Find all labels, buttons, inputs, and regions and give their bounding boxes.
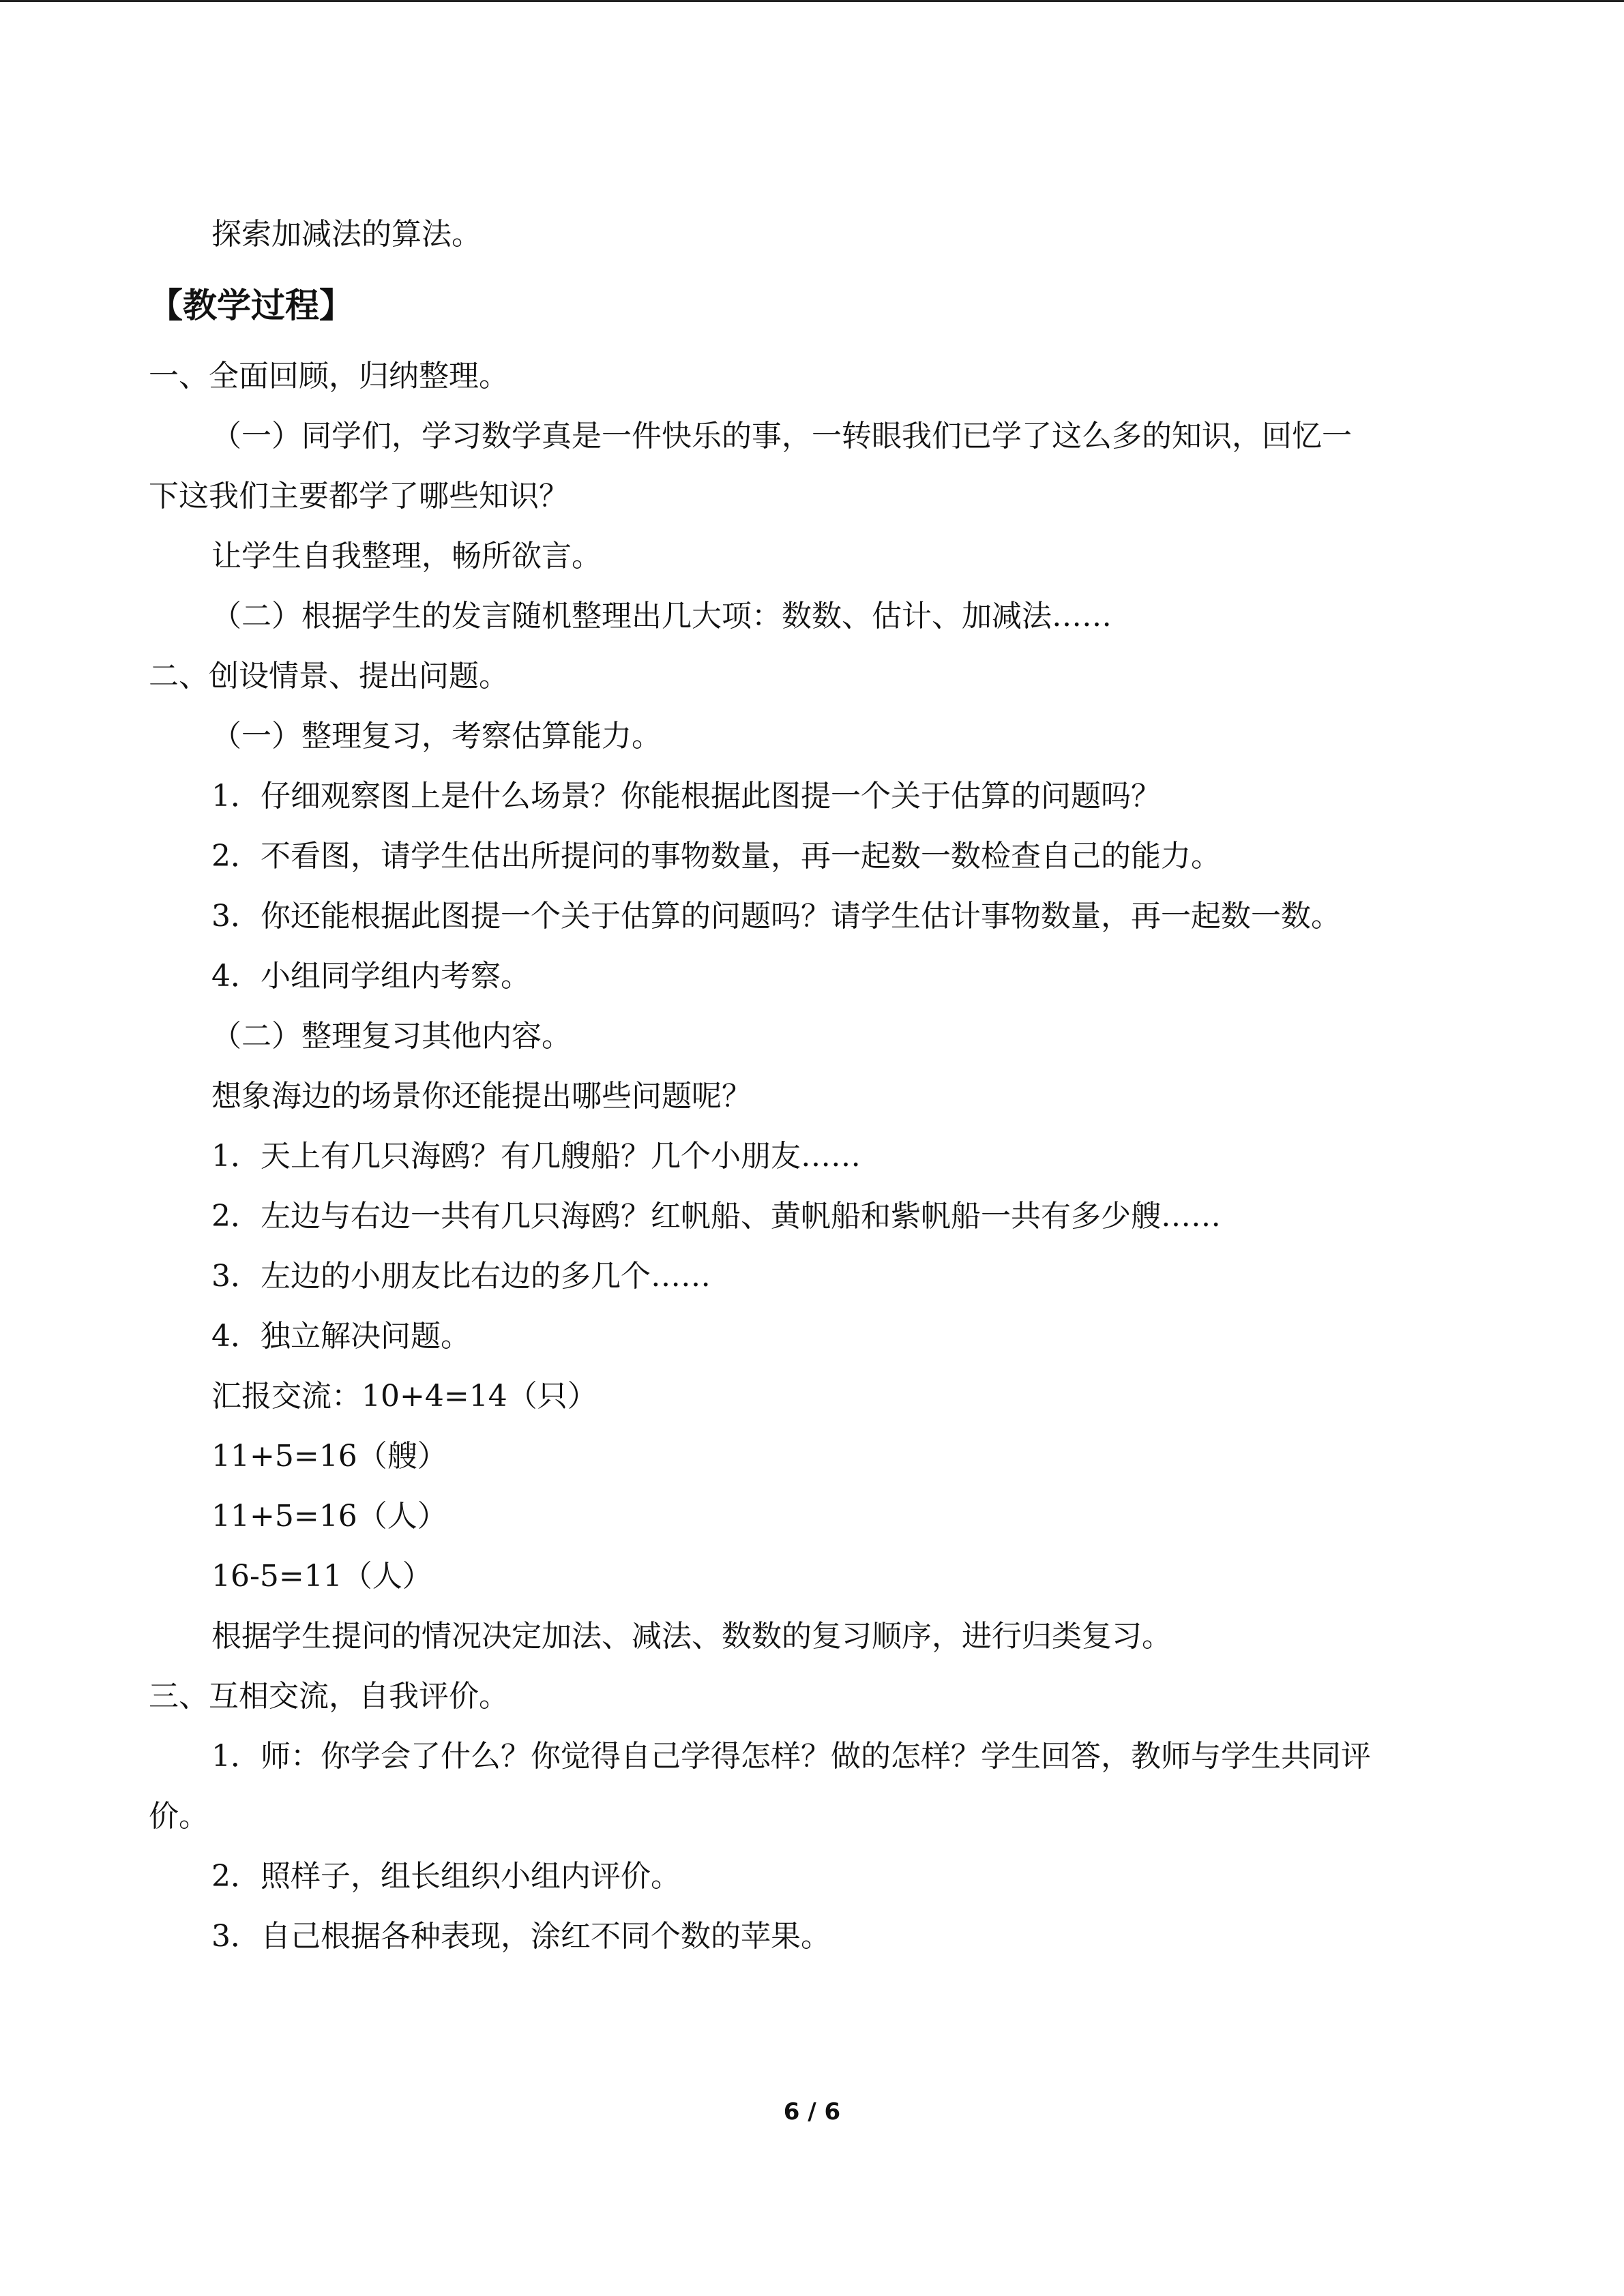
list-item: 1．天上有几只海鸥？有几艘船？几个小朋友…… [211,1139,861,1174]
paragraph-line: 下这我们主要都学了哪些知识？ [149,479,569,513]
list-item: 2．左边与右边一共有几只海鸥？红帆船、黄帆船和紫帆船一共有多少艘…… [211,1199,1221,1234]
page-top-border [0,0,1624,2]
page-number: 6 / 6 [783,2098,841,2126]
list-item: 2．不看图，请学生估出所提问的事物数量，再一起数一数检查自己的能力。 [211,839,1221,874]
list-item: 1．仔细观察图上是什么场景？你能根据此图提一个关于估算的问题吗？ [211,779,1161,814]
paragraph-line: 价。 [149,1799,209,1834]
paragraph-line: 想象海边的场景你还能提出哪些问题呢？ [211,1079,752,1114]
list-item: 4．独立解决问题。 [211,1319,471,1354]
list-item: 3．自己根据各种表现，涂红不同个数的苹果。 [211,1919,831,1954]
paragraph-line: （一）同学们，学习数学真是一件快乐的事，一转眼我们已学了这么多的知识，回忆一 [211,419,1352,453]
paragraph-line: 让学生自我整理，畅所欲言。 [211,539,602,573]
list-item: 2．照样子，组长组织小组内评价。 [211,1859,681,1894]
section-title-evaluation: 三、互相交流，自我评价。 [149,1679,509,1714]
equation-line: 16-5=11（人） [211,1559,432,1594]
intro-line: 探索加减法的算法。 [211,217,482,252]
paragraph-line: （二）根据学生的发言随机整理出几大项：数数、估计、加减法…… [211,599,1112,633]
section-heading: 【教学过程】 [149,286,353,325]
paragraph-line: 根据学生提问的情况决定加法、减法、数数的复习顺序，进行归类复习。 [211,1619,1172,1654]
section-title-review: 一、全面回顾，归纳整理。 [149,359,509,393]
list-item: 4．小组同学组内考察。 [211,959,531,994]
list-item: 3．你还能根据此图提一个关于估算的问题吗？请学生估计事物数量，再一起数一数。 [211,899,1341,934]
equation-line: 汇报交流：10+4=14（只） [211,1379,597,1414]
equation-line: 11+5=16（人） [211,1499,447,1534]
document-body [149,205,1479,1967]
list-item: 1．师：你学会了什么？你觉得自己学得怎样？做的怎样？学生回答，教师与学生共同评 [211,1739,1371,1774]
paragraph-line: （二）整理复习其他内容。 [211,1019,572,1054]
paragraph-line: （一）整理复习，考察估算能力。 [211,719,662,754]
equation-line: 11+5=16（艘） [211,1439,447,1474]
section-title-scenario: 二、创设情景、提出问题。 [149,659,509,694]
list-item: 3．左边的小朋友比右边的多几个…… [211,1259,711,1294]
